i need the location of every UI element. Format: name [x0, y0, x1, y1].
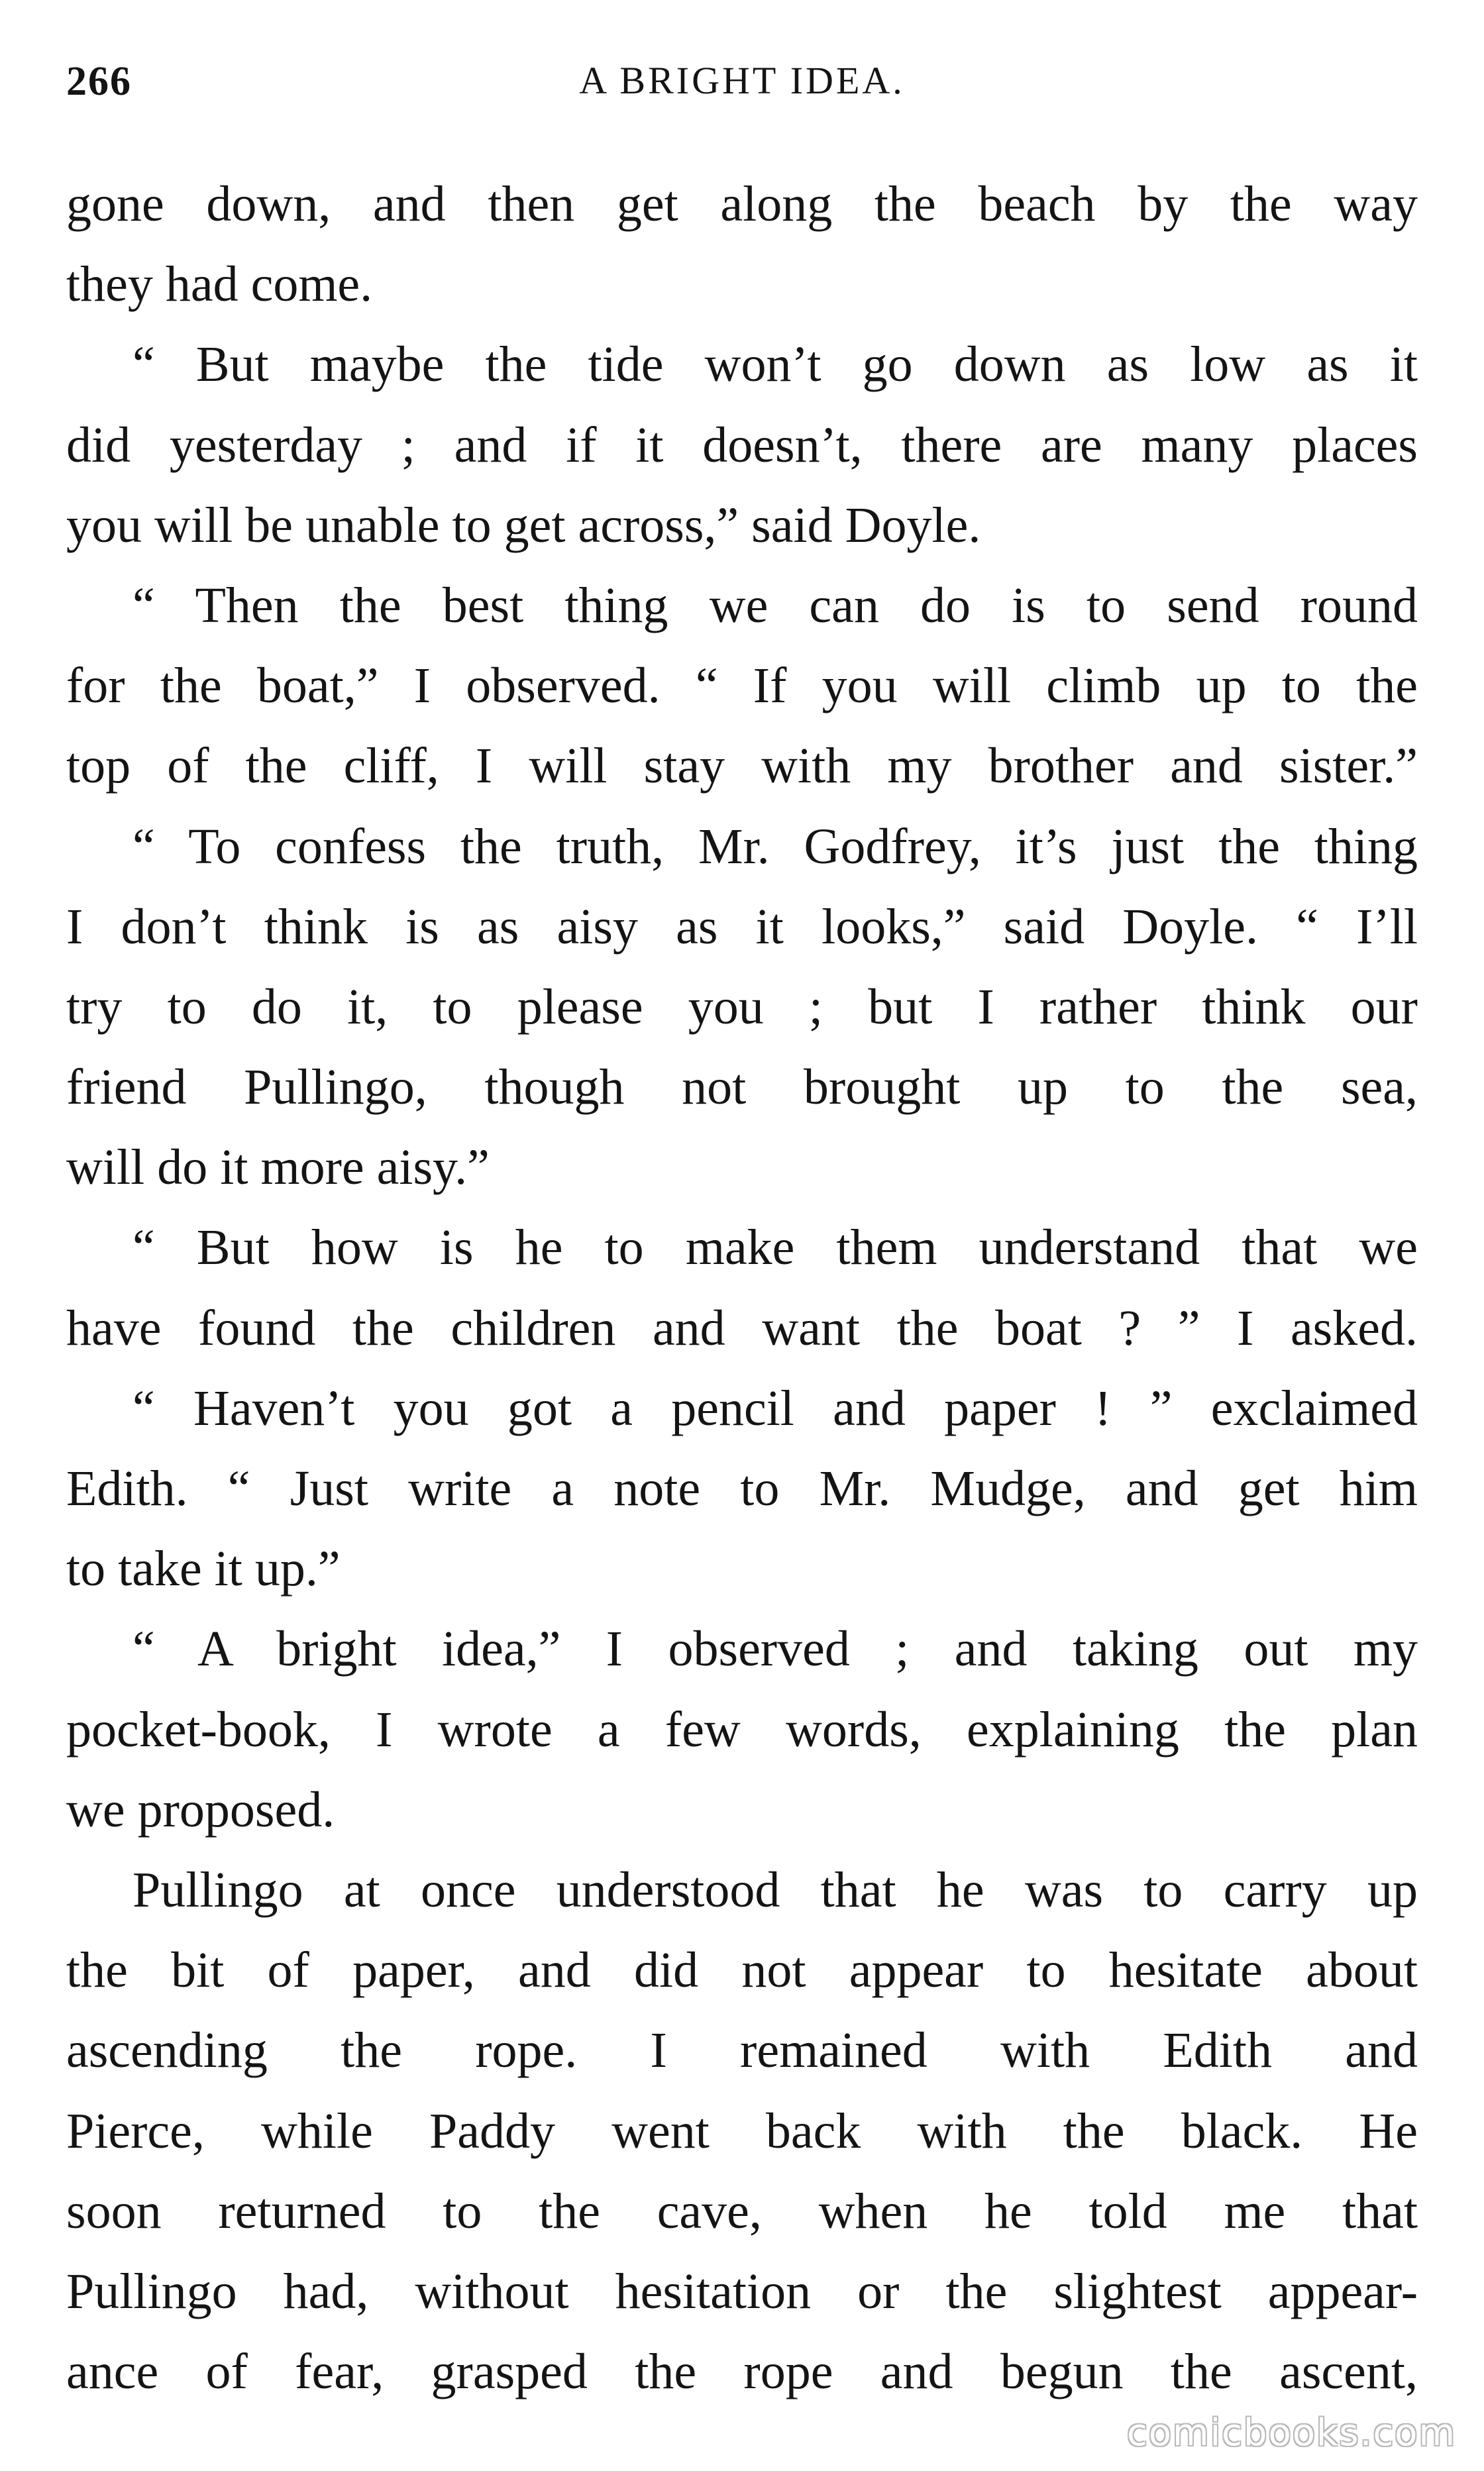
text-line: soon returned to the cave, when he told me that — [66, 2183, 1418, 2239]
text-line: “ But maybe the tide won’t go down as low as it — [132, 337, 1418, 393]
text-line: “ Then the best thing we can do is to send round — [132, 577, 1418, 633]
text-line: you will be unable to get across,” said Doyle. — [66, 497, 981, 553]
text-line: “ A bright idea,” I observed ; and taking out my — [132, 1621, 1418, 1677]
text-line: to take it up.” — [66, 1541, 341, 1597]
body-text — [66, 164, 1418, 2412]
text-line: I don’t think is as aisy as it looks,” said Doyle. “ I’ll — [66, 898, 1418, 955]
text-line: friend Pullingo, though not brought up to the sea, — [66, 1059, 1418, 1116]
text-line: have found the children and want the boat ? ” I asked. — [66, 1300, 1418, 1356]
text-line: Pullingo had, without hesitation or the slightest appear- — [66, 2263, 1418, 2319]
text-line: try to do it, to please you ; but I rather think our — [66, 978, 1418, 1035]
text-line: Edith. “ Just write a note to Mr. Mudge, and get him — [66, 1461, 1418, 1516]
text-line: top of the cliff, I will stay with my brother and sister.” — [66, 738, 1418, 794]
text-line: ance of fear, grasped the rope and begun the ascent, — [66, 2344, 1418, 2400]
text-line: the bit of paper, and did not appear to hesitate about — [66, 1942, 1418, 1999]
text-line: will do it more aisy.” — [66, 1139, 490, 1196]
text-line: Pierce, while Paddy went back with the black. He — [66, 2103, 1418, 2159]
text-line: gone down, and then get along the beach by the way — [66, 176, 1418, 232]
text-line: ascending the rope. I remained with Edith and — [66, 2023, 1418, 2079]
text-line: for the boat,” I observed. “ If you will climb up to the — [66, 658, 1418, 714]
text-line: “ Haven’t you got a pencil and paper ! ” exclaimed — [132, 1380, 1418, 1436]
text-line: we proposed. — [66, 1781, 335, 1838]
running-title: A BRIGHT IDEA. — [579, 59, 905, 102]
page-header — [66, 58, 1418, 118]
text-line: “ To confess the truth, Mr. Godfrey, it’s just the thing — [132, 818, 1418, 874]
page-number: 266 — [66, 59, 132, 104]
text-line: did yesterday ; and if it doesn’t, there are many places — [66, 417, 1418, 473]
text-line: pocket-book, I wrote a few words, explaining the plan — [66, 1701, 1418, 1758]
text-line: they had come. — [66, 256, 373, 313]
text-line: “ But how is he to make them understand that we — [132, 1220, 1418, 1276]
text-line: Pullingo at once understood that he was to carry up — [132, 1862, 1418, 1918]
watermark: comicbooks.com — [1126, 2411, 1456, 2454]
